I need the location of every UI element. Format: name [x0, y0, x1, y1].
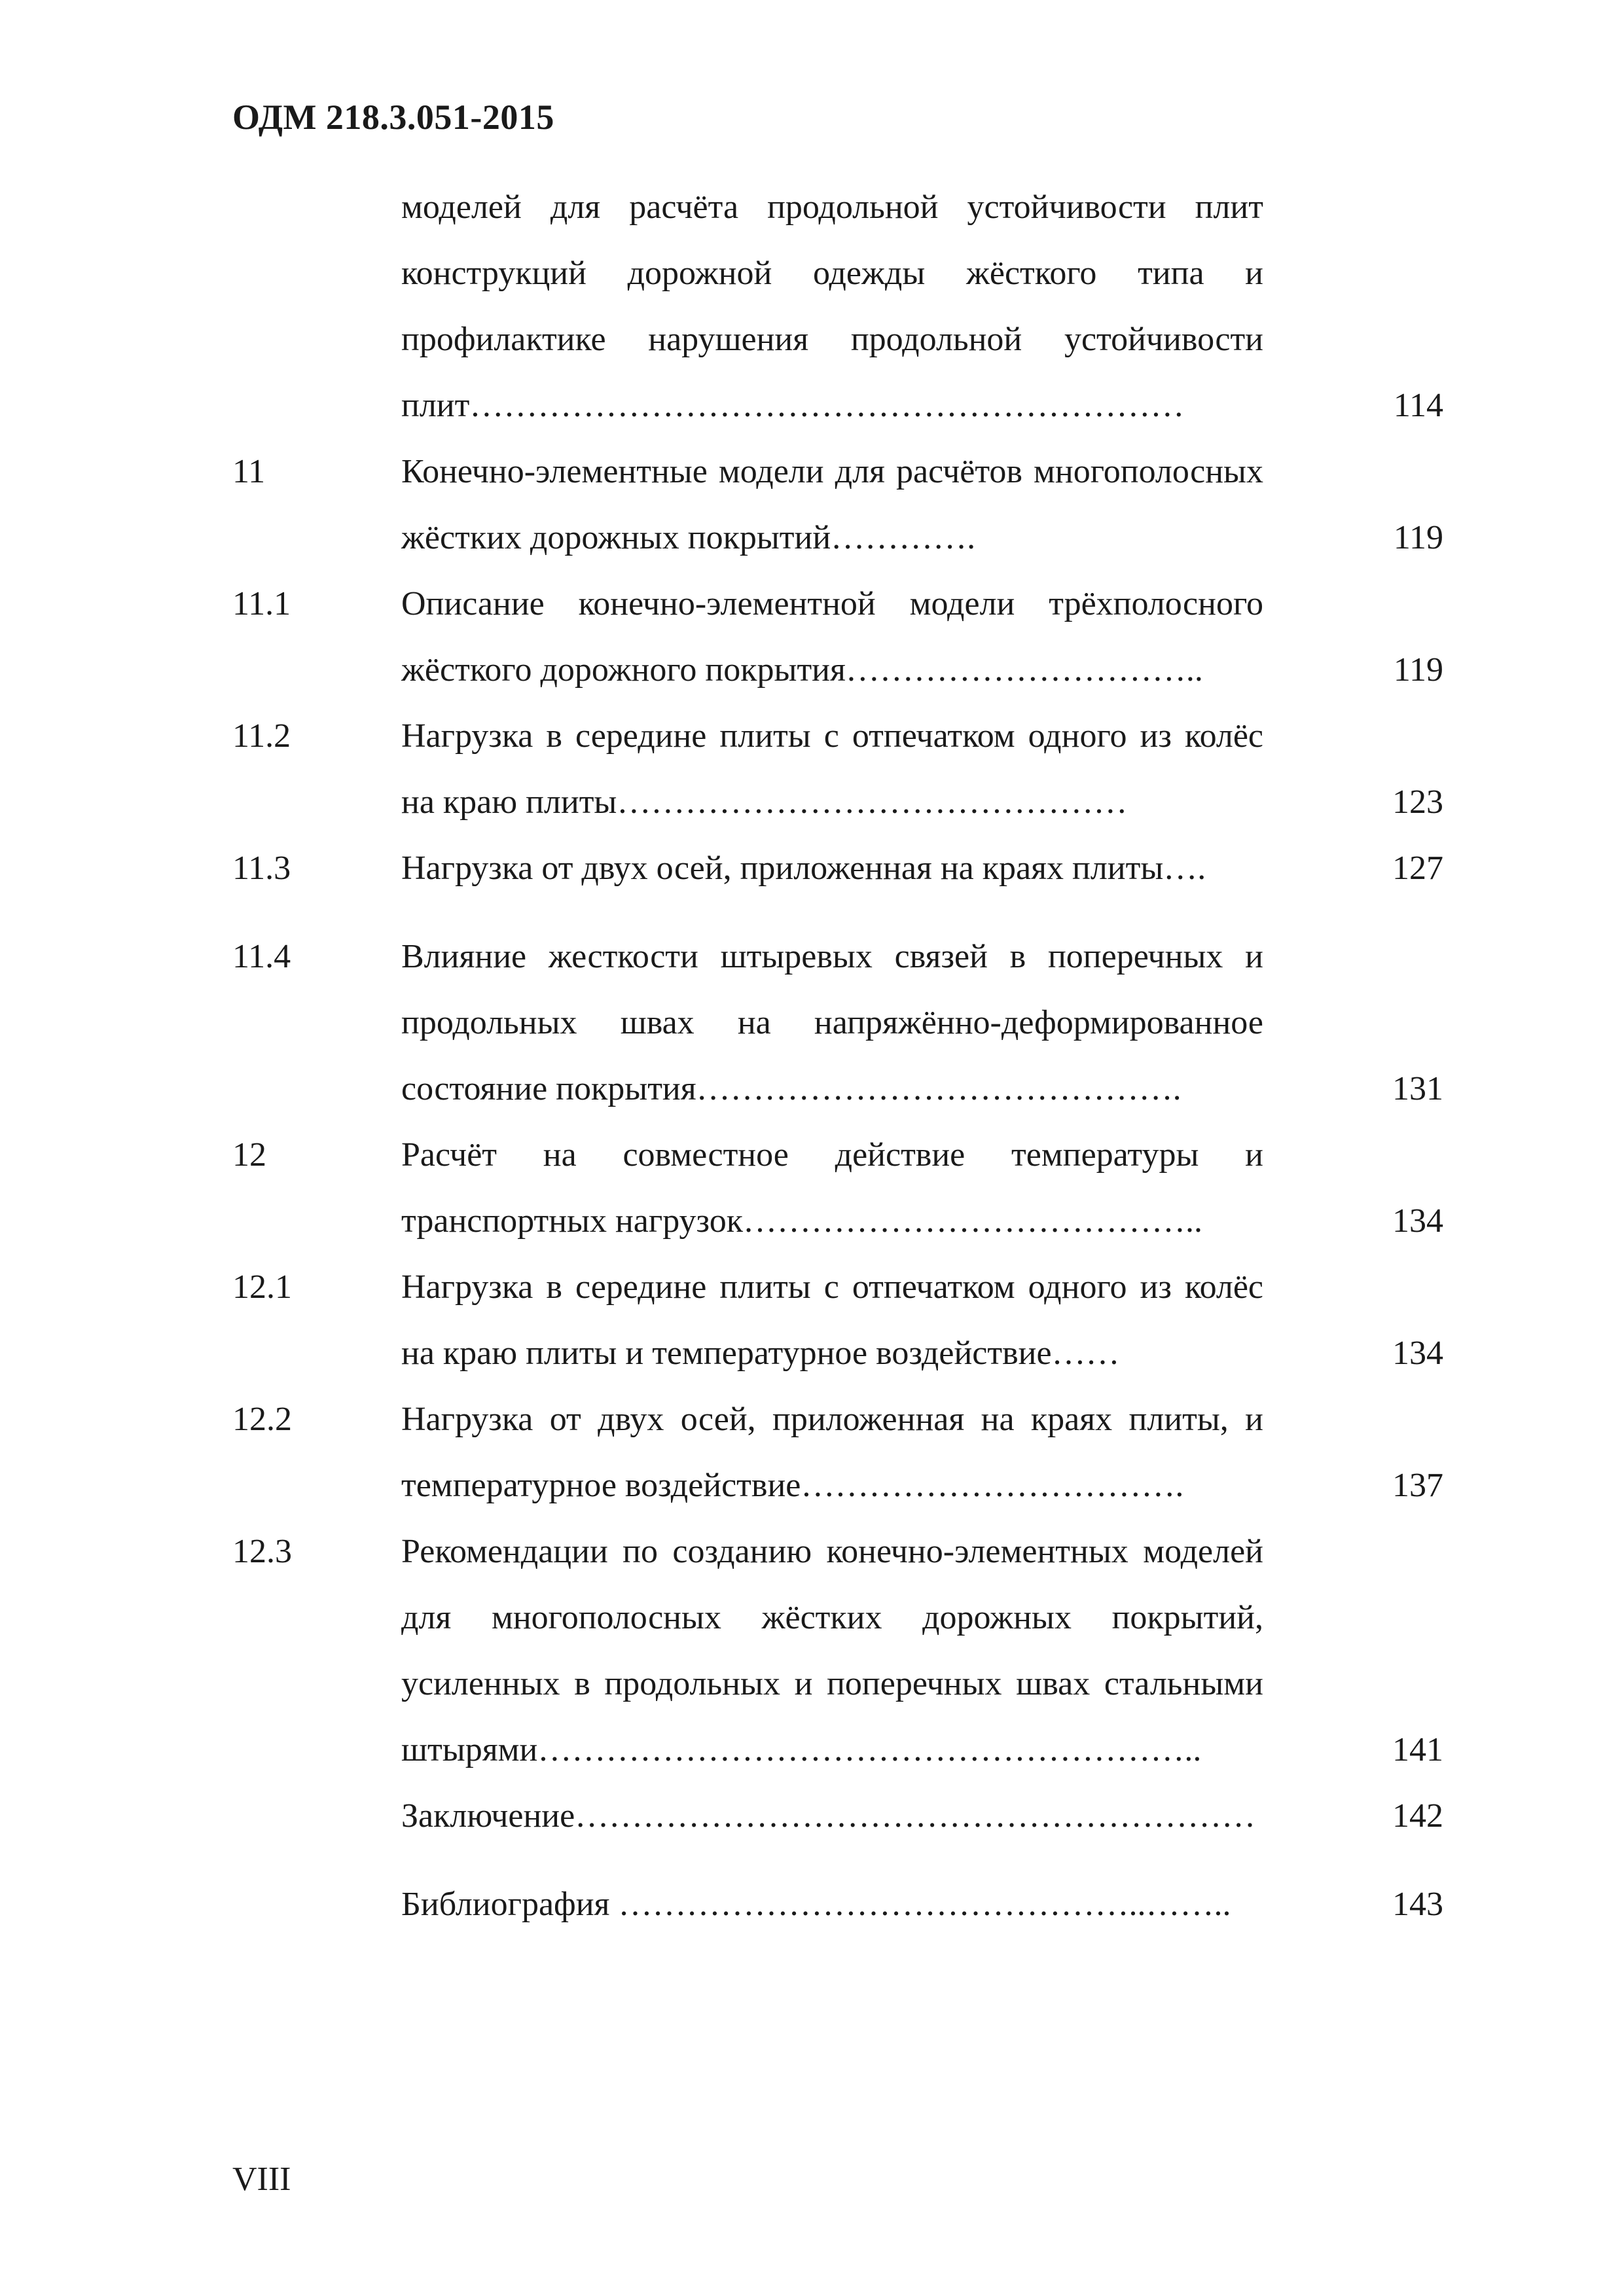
document-code-header: ОДМ 218.3.051-2015	[232, 98, 554, 137]
toc-entry	[232, 1783, 1443, 1849]
toc-entry-page: 143	[1392, 1886, 1443, 1923]
toc-entry-page: 131	[1392, 1070, 1443, 1107]
toc-entry-number: 12.3	[232, 1533, 292, 1570]
toc-entry-page: 114	[1393, 387, 1443, 424]
toc-entry-page: 123	[1392, 783, 1443, 821]
toc-entry	[232, 1871, 1443, 1937]
toc-entry	[232, 1386, 1443, 1518]
toc-entry-page: 119	[1393, 519, 1443, 556]
toc-entry-page: 141	[1392, 1731, 1443, 1768]
toc-entry-title: Заключение……………………………………………………	[401, 1797, 1256, 1835]
toc-entry	[232, 703, 1443, 835]
toc-entry-number: 11.2	[232, 717, 291, 755]
toc-entry	[232, 439, 1443, 571]
toc-entry	[232, 835, 1443, 901]
toc-entry-number: 11.3	[232, 850, 291, 887]
table-of-contents	[232, 174, 1443, 1937]
toc-entry-title: Влияние жесткости штыревых связей в поперечных и продольных швах на напряжённо-деформированное состояние покрытия…………………………………….	[401, 938, 1263, 1107]
toc-entry-page: 142	[1392, 1797, 1443, 1835]
toc-entry-title: моделей для расчёта продольной устойчивости плит конструкций дорожной одежды жёсткого типа и профилактике нарушения продольной устойчивости плит………………………………………………………	[401, 188, 1263, 424]
toc-entry-number: 11.1	[232, 585, 291, 622]
toc-entry	[232, 1254, 1443, 1386]
toc-entry-title: Нагрузка в середине плиты с отпечатком одного из колёс на краю плиты и температурное воздействие……	[401, 1268, 1263, 1372]
toc-entry-title: Описание конечно-элементной модели трёхполосного жёсткого дорожного покрытия…………………………..	[401, 585, 1263, 689]
toc-entry-title: Нагрузка от двух осей, приложенная на краях плиты, и температурное воздействие…………………………….	[401, 1401, 1263, 1504]
toc-entry	[232, 174, 1443, 439]
toc-entry-page: 127	[1392, 850, 1443, 887]
toc-entry-number: 12.2	[232, 1401, 292, 1438]
page-number-roman: VIII	[232, 2161, 291, 2198]
toc-entry-page: 137	[1392, 1467, 1443, 1504]
toc-entry	[232, 571, 1443, 703]
toc-entry-title: Расчёт на совместное действие температуры и транспортных нагрузок…………………………………..	[401, 1136, 1263, 1240]
toc-entry-number: 11	[232, 453, 266, 490]
toc-entry-title: Конечно-элементные модели для расчётов многополосных жёстких дорожных покрытий………….	[401, 453, 1263, 556]
toc-entry-number: 12	[232, 1136, 266, 1174]
toc-entry-number: 11.4	[232, 938, 291, 975]
toc-entry	[232, 1122, 1443, 1254]
toc-entry	[232, 924, 1443, 1122]
toc-entry-page: 119	[1393, 651, 1443, 689]
toc-entry-title: Нагрузка от двух осей, приложенная на краях плиты….	[401, 850, 1206, 887]
toc-entry	[232, 1518, 1443, 1783]
toc-entry-page: 134	[1392, 1202, 1443, 1240]
toc-entry-title: Библиография ………………………………………..……..	[401, 1886, 1231, 1923]
toc-entry-title: Рекомендации по созданию конечно-элементных моделей для многополосных жёстких дорожных покрытий, усиленных в продольных и поперечных швах стальными штырями…………………………………………………..	[401, 1533, 1263, 1768]
toc-entry-page: 134	[1392, 1335, 1443, 1372]
toc-entry-number: 12.1	[232, 1268, 292, 1306]
toc-entry-title: Нагрузка в середине плиты с отпечатком одного из колёс на краю плиты………………………………………	[401, 717, 1263, 821]
